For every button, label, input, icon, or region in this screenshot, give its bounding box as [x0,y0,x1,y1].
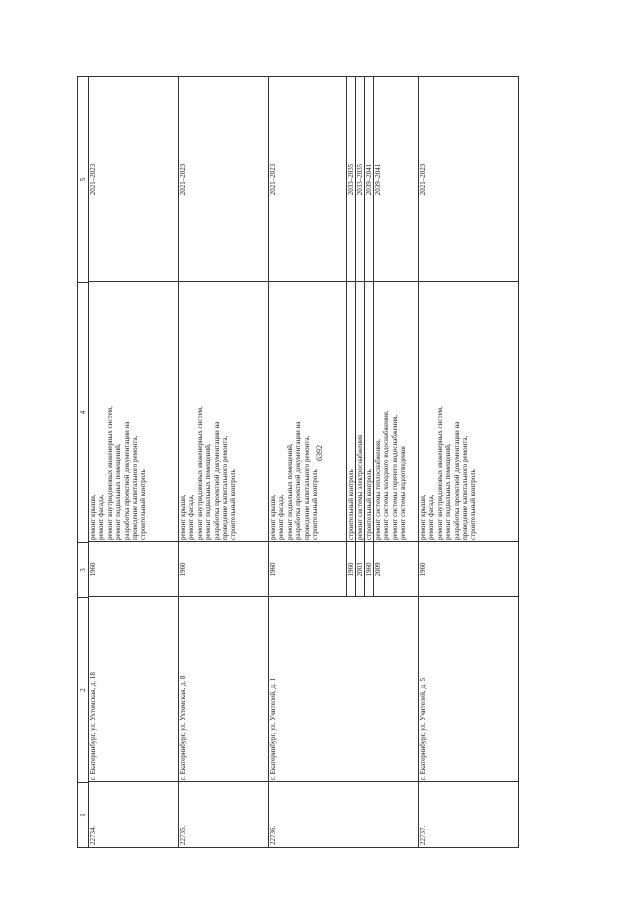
page-number: 6392 [315,445,324,461]
row-number: 22736. [269,825,277,845]
work-item: ремонт внутридомовых инженерных систем, [435,406,444,540]
col-divider [88,596,518,597]
row-address: г. Екатеринбург, ул. Ухтомская, д. 18 [89,672,97,780]
repair-schedule-table [77,76,519,848]
work-item: ремонт крыши, [269,494,277,540]
row-period: 2021–2023 [419,163,427,196]
row-address: г. Екатеринбург, ул. Учителей, д. 5 [419,677,427,780]
header-col-4: 4 [78,282,88,542]
row-period: 2021–2023 [269,163,277,196]
subrow-works [373,282,409,542]
header-col-1: 1 [78,782,88,847]
row-number: 22735. [179,825,187,845]
row-period: 2021–2023 [179,163,187,196]
subrow-year: 1960 [365,562,373,577]
work-item: разработка проектной документации на [212,421,221,540]
work-item: ремонт системы теплоснабжения, [374,439,382,540]
subrow-year: 2009 [374,562,382,577]
subrow-period: 2033–2035 [347,163,355,196]
work-item: ремонт крыши, [89,494,97,540]
header-col-5: 5 [79,177,87,182]
subrow-period: 2039–2041 [365,163,373,196]
subrow-year: 1960 [347,562,355,577]
row-works [178,282,239,542]
work-item: ремонт фасада, [427,494,436,540]
work-item: ремонт системы водоотведения [399,446,408,540]
work-item: строительный контроль [311,469,320,540]
work-item: разработка проектной документации на [294,421,303,540]
work-item: ремонт крыши, [419,494,427,540]
work-item: ремонт крыши, [179,494,187,540]
work-item: ремонт подвальных помещений, [285,443,294,540]
work-item: проведение капитального ремонта, [131,435,140,540]
work-item: проведение капитального ремонта, [461,435,470,540]
work-item: ремонт подвальных помещений, [204,443,213,540]
subrow-year: 2003 [356,562,364,577]
work-item: разработка проектной документации на [452,421,461,540]
row-number: 22734. [89,825,97,845]
subrow-period: 2039–2041 [374,163,382,196]
work-item: ремонт фасада, [187,494,196,540]
work-item: ремонт внутридомовых инженерных систем, [195,406,204,540]
work-item: проведение капитального ремонта, [302,435,311,540]
row-year: 1960 [269,562,277,577]
work-item: ремонт фасада, [277,494,286,540]
work-item: разработка проектной документации на [122,421,131,540]
header-col-3: 3 [78,542,88,597]
row-period: 2021–2023 [89,163,97,196]
work-item: ремонт системы холодного водоснабжения, [382,410,391,540]
work-item: строительный контроль [469,469,478,540]
subrow-period: 2033–2035 [356,163,364,196]
work-item: ремонт внутридомовых инженерных систем, [105,406,114,540]
work-item: ремонт системы электроснабжения [356,434,364,540]
header-col-2: 2 [78,597,88,782]
work-item: ремонт системы горячего водоснабжения, [390,414,399,540]
work-item: проведение капитального ремонта, [221,435,230,540]
row-year: 1960 [179,562,187,577]
row-address: г. Екатеринбург, ул. Учителей, д. 1 [269,677,277,780]
col-divider [88,781,518,782]
row-address: г. Екатеринбург, ул. Ухтомская, д. 8 [179,675,187,780]
work-item: ремонт подвальных помещений, [444,443,453,540]
work-item: строительный контроль [139,469,148,540]
work-item: строительный контроль [347,469,355,540]
row-works [418,282,479,542]
work-item: ремонт подвальных помещений, [114,443,123,540]
row-number: 22737. [419,825,427,845]
work-item: ремонт фасада, [97,494,106,540]
row-works [88,282,149,542]
work-item: строительный контроль [229,469,238,540]
row-works [268,282,320,542]
row-year: 1960 [89,562,97,577]
work-item: строительный контроль [365,469,373,540]
row-year: 1960 [419,562,427,577]
